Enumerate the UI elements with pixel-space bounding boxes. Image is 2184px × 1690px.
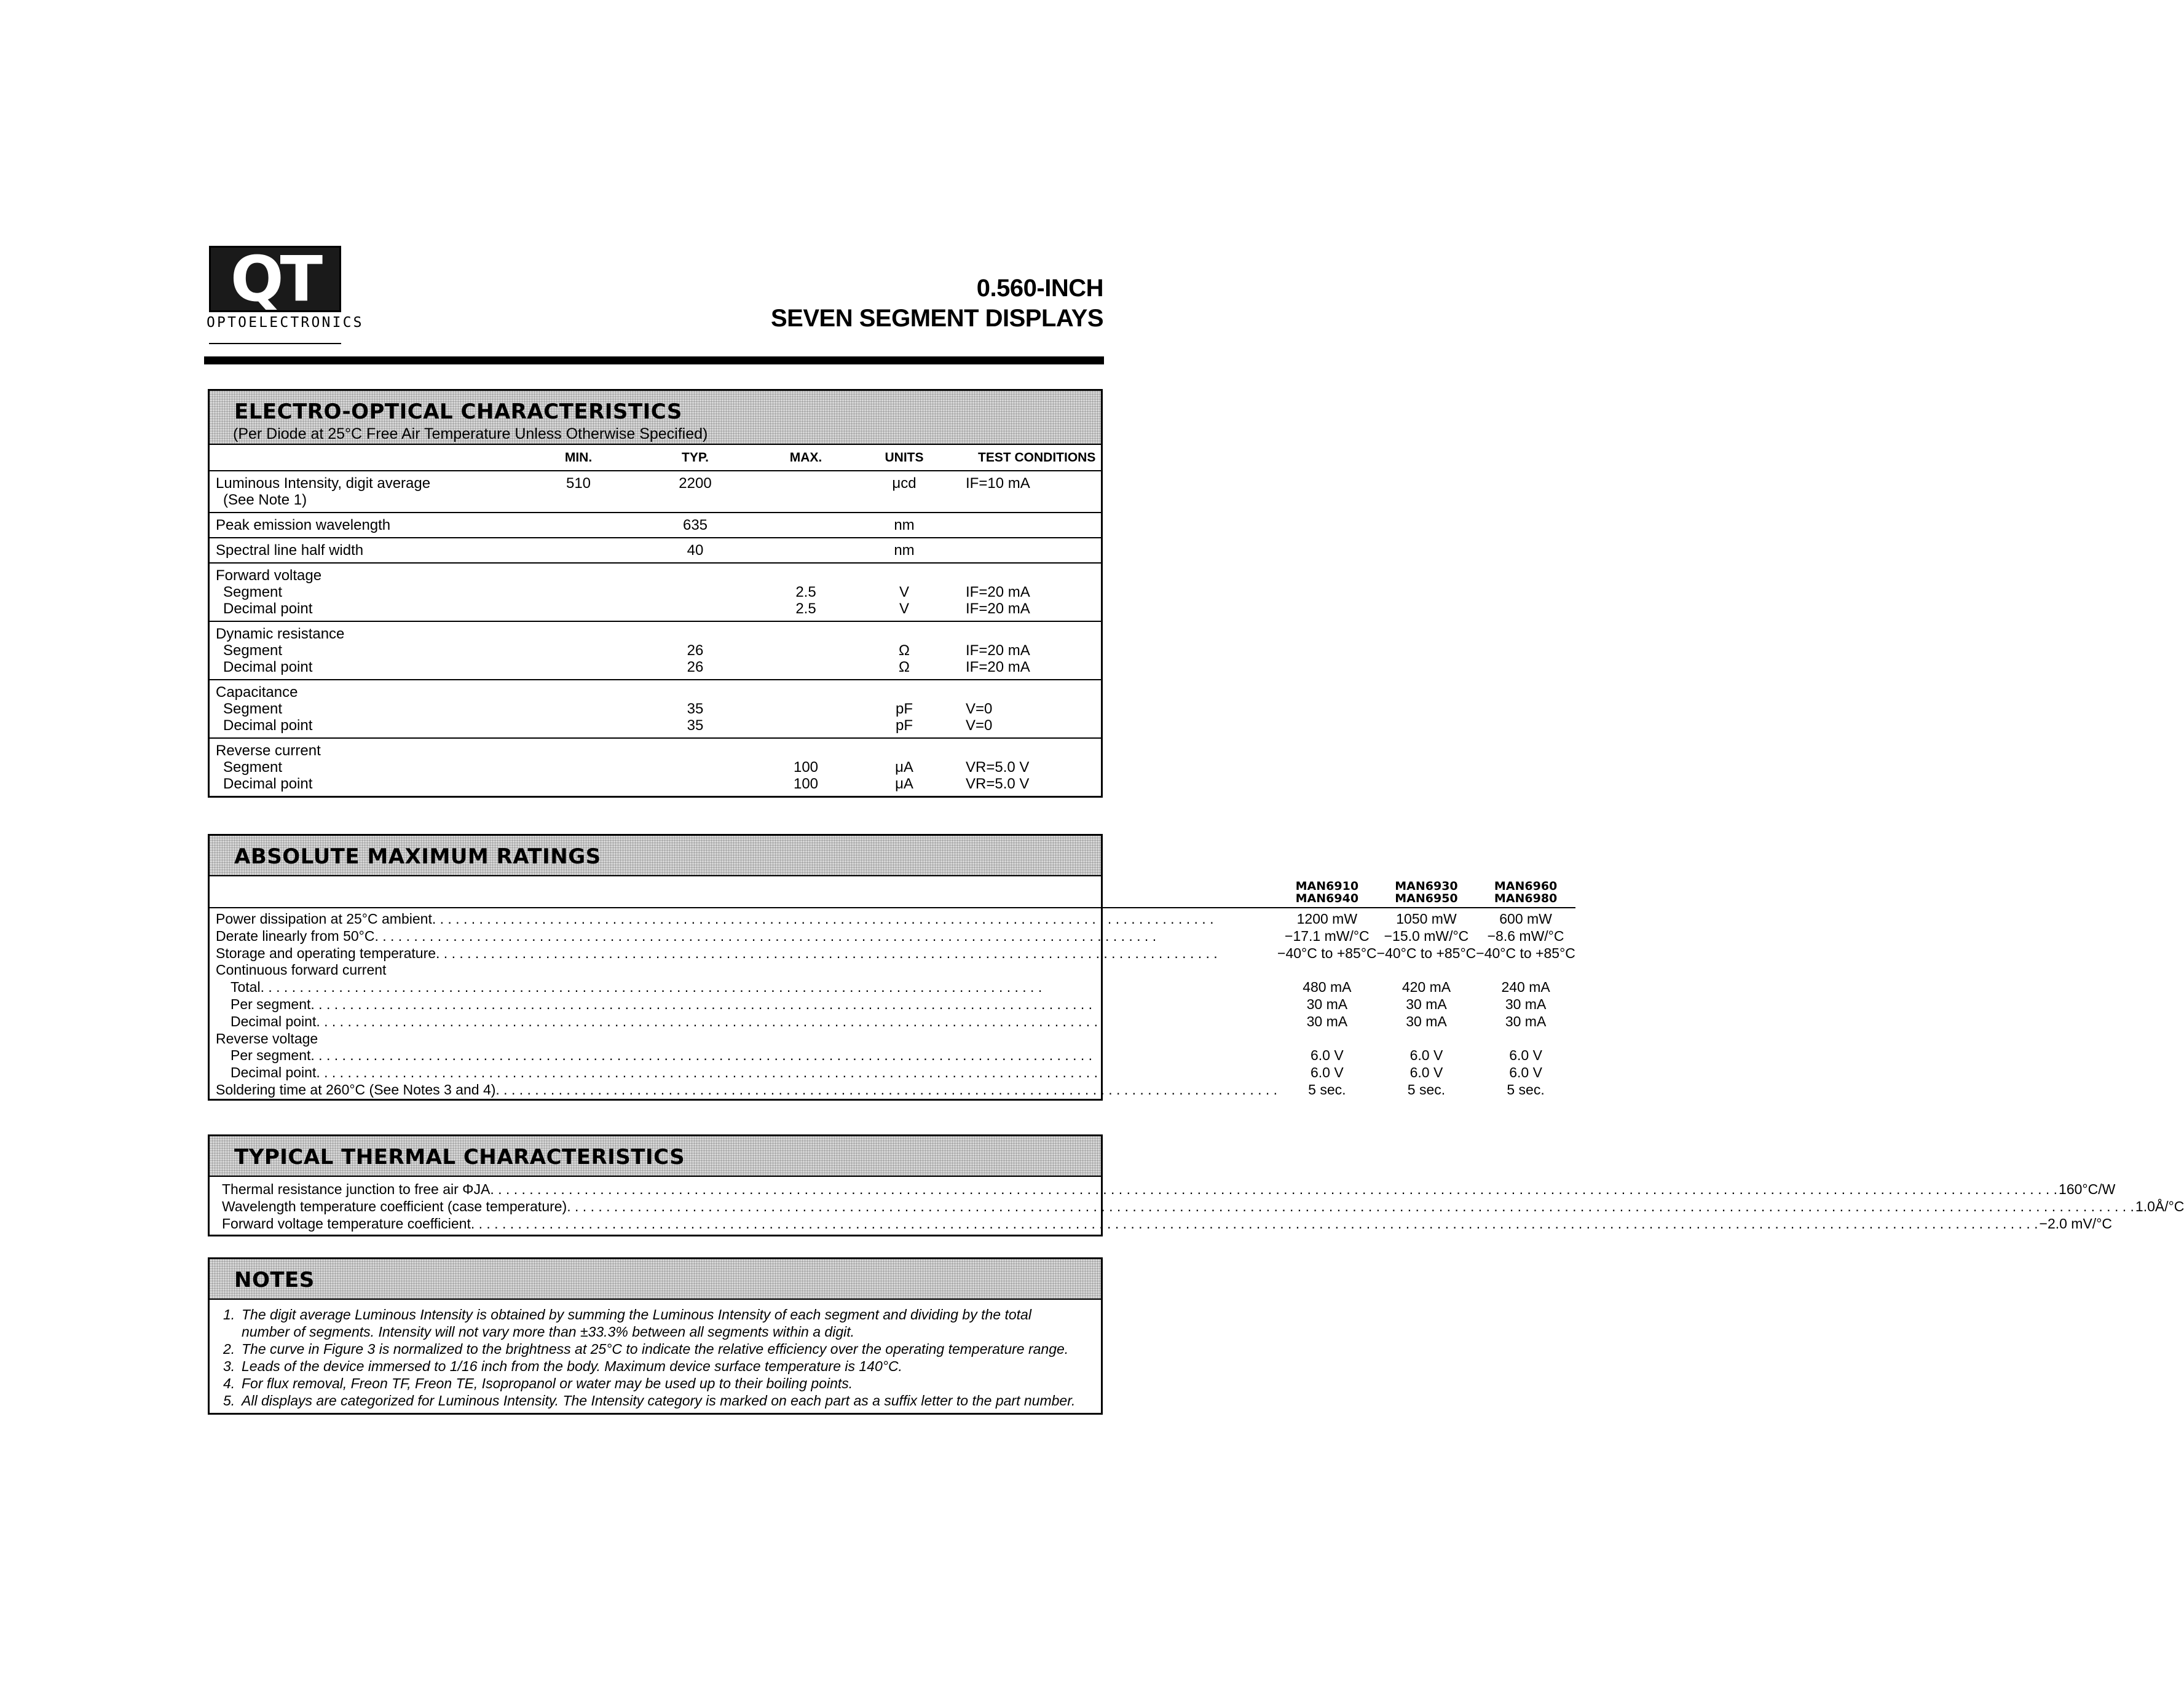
rating-value xyxy=(1476,962,1575,979)
rating-label: Storage and operating temperature xyxy=(216,945,436,961)
logo-letters: QT xyxy=(230,243,320,316)
param-label: Peak emission wavelength xyxy=(210,513,523,538)
rating-value: 30 mA xyxy=(1306,996,1348,1012)
units-value: μcd xyxy=(855,471,953,513)
table-row xyxy=(210,908,1575,928)
max-value: 100 xyxy=(793,776,819,792)
max-value: 100 xyxy=(793,759,819,776)
sub-label: Segment xyxy=(223,584,283,600)
rating-value: −15.0 mW/°C xyxy=(1384,927,1469,944)
table-row xyxy=(210,1031,1575,1048)
rating-label-wrap xyxy=(216,996,1277,1013)
section-title: ABSOLUTE MAXIMUM RATINGS xyxy=(234,844,601,869)
table-row xyxy=(210,1047,1575,1064)
list-item xyxy=(223,1340,1082,1358)
sub-label: Decimal point xyxy=(223,717,313,734)
logo-tagline: OPTOELECTRONICS xyxy=(207,315,364,331)
rating-label-wrap xyxy=(216,1082,1277,1099)
dot-leader: . . . . . . . . . . . . . . . . . . . . . . . . . . . . . . . . . . . . . . . . . . . . . . . . . . . . . . . . . . . . . . . . . . . . . . . . . . . . . . . . . . . . . . . . . . . . . . . . . . . . xyxy=(374,927,1157,944)
col-typ: TYP. xyxy=(634,445,757,471)
test-condition: V=0 xyxy=(966,717,993,734)
rating-label-cell xyxy=(210,928,1277,945)
units-value: Ω xyxy=(899,659,910,675)
table-row xyxy=(210,1013,1575,1031)
electro-optical-section xyxy=(208,389,1103,798)
note-text: All displays are categorized for Luminous Intensity. The Intensity category is marked on each part as a suffix letter to the part number. xyxy=(242,1393,1076,1409)
list-item xyxy=(222,1181,2116,1198)
table-row xyxy=(210,979,1575,996)
rating-label: Decimal point xyxy=(231,1064,317,1081)
min-value xyxy=(523,538,634,563)
table-row xyxy=(210,621,1101,680)
param-label: Dynamic resistance xyxy=(216,626,345,642)
thermal-value: 160°C/W xyxy=(2059,1181,2116,1197)
rating-label-cell xyxy=(210,1082,1277,1099)
rating-value: 1050 mW xyxy=(1396,911,1457,927)
rating-label-wrap xyxy=(216,962,1277,979)
note-number: 1. xyxy=(223,1307,235,1323)
max-value: 2.5 xyxy=(795,600,816,617)
max-value xyxy=(757,538,855,563)
typ-value: 35 xyxy=(687,701,704,717)
rating-label: Decimal point xyxy=(231,1013,317,1029)
table-header-row xyxy=(210,445,1101,471)
param-label: Capacitance xyxy=(216,684,298,701)
rating-value xyxy=(1377,1031,1476,1048)
test-condition: VR=5.0 V xyxy=(966,776,1030,792)
table-row xyxy=(210,471,1101,513)
units-value: V xyxy=(899,600,909,617)
model-name: MAN6940 xyxy=(1295,892,1359,905)
units-value: V xyxy=(899,584,909,600)
model-name: MAN6960 xyxy=(1494,879,1558,893)
electro-optical-table xyxy=(210,445,1101,796)
max-value xyxy=(757,471,855,513)
units-value: μA xyxy=(895,759,913,776)
note-number: 3. xyxy=(223,1358,235,1374)
rating-label-cell xyxy=(210,1013,1277,1031)
page-title-line2: SEVEN SEGMENT DISPLAYS xyxy=(771,305,1103,332)
test-condition: VR=5.0 V xyxy=(966,759,1030,776)
table-row xyxy=(210,1082,1575,1099)
rating-label-cell xyxy=(210,1031,1277,1048)
table-row xyxy=(210,563,1101,621)
rating-value: 30 mA xyxy=(1505,996,1547,1012)
rating-value: 6.0 V xyxy=(1409,1064,1443,1081)
thermal-label: Forward voltage temperature coefficient xyxy=(222,1216,471,1232)
model-name: MAN6910 xyxy=(1295,879,1359,893)
typ-value: 40 xyxy=(634,538,757,563)
rating-value: 30 mA xyxy=(1406,1013,1447,1029)
rating-value: 6.0 V xyxy=(1310,1064,1344,1081)
rating-value xyxy=(1476,1031,1575,1048)
table-header-row xyxy=(210,876,1575,908)
col-max: MAX. xyxy=(757,445,855,471)
rating-value: −40°C to +85°C xyxy=(1376,945,1476,961)
param-label: Luminous Intensity, digit average xyxy=(216,475,431,492)
rating-label: Soldering time at 260°C (See Notes 3 and 4) xyxy=(216,1081,496,1098)
sub-label: Decimal point xyxy=(223,600,313,617)
rating-value: 6.0 V xyxy=(1310,1047,1344,1064)
rating-value: 600 mW xyxy=(1499,911,1552,927)
note-number: 5. xyxy=(223,1393,235,1409)
table-row xyxy=(210,996,1575,1013)
model-name: MAN6930 xyxy=(1395,879,1458,893)
note-text: The curve in Figure 3 is normalized to the brightness at 25°C to indicate the relative efficiency over the operating temperature range. xyxy=(242,1341,1069,1357)
absolute-max-section xyxy=(208,834,1575,1101)
min-value xyxy=(523,513,634,538)
list-item xyxy=(223,1375,1082,1392)
list-item xyxy=(223,1392,1082,1409)
test-condition: IF=20 mA xyxy=(966,642,1030,659)
dot-leader: . . . . . . . . . . . . . . . . . . . . . . . . . . . . . . . . . . . . . . . . . . . . . . . . . . . . . . . . . . . . . . . . . . . . . . . . . . . . . . . . . . . . . . . . . . . . . . . . . . . . xyxy=(495,1081,1278,1098)
col-units: UNITS xyxy=(855,445,953,471)
notes-section xyxy=(208,1257,1103,1415)
thermal-header xyxy=(210,1136,1101,1177)
list-item xyxy=(222,1198,2184,1215)
table-row xyxy=(210,928,1575,945)
dot-leader: . . . . . . . . . . . . . . . . . . . . . . . . . . . . . . . . . . . . . . . . . . . . . . . . . . . . . . . . . . . . . . . . . . . . . . . . . . . . . . . . . . . . . . . . . . . . . . . . . . . . xyxy=(260,979,1043,996)
dot-leader: . . . . . . . . . . . . . . . . . . . . . . . . . . . . . . . . . . . . . . . . . . . . . . . . . . . . . . . . . . . . . . . . . . . . . . . . . . . . . . . . . . . . . . . . . . . . . . . . . . . . xyxy=(310,1047,1093,1064)
rating-label-wrap xyxy=(216,1013,1277,1031)
param-label: Forward voltage xyxy=(216,567,322,584)
list-item xyxy=(223,1306,1082,1340)
rating-label-wrap xyxy=(216,1047,1277,1064)
rating-value: 480 mA xyxy=(1303,979,1352,996)
rating-label: Per segment xyxy=(231,1047,311,1064)
rating-label: Total xyxy=(231,979,261,996)
dot-leader: . . . . . . . . . . . . . . . . . . . . . . . . . . . . . . . . . . . . . . . . . . . . . . . . . . . . . . . . . . . . . . . . . . . . . . . . . . . . . . . . . . . . . . . . . . . . . . . . . . . . xyxy=(436,945,1218,961)
rating-value: 1200 mW xyxy=(1296,911,1358,927)
table-row xyxy=(210,945,1575,962)
rating-label-cell xyxy=(210,979,1277,996)
rating-value: 5 sec. xyxy=(1308,1081,1346,1098)
param-note: (See Note 1) xyxy=(223,492,307,508)
rating-label: Derate linearly from 50°C xyxy=(216,927,375,944)
rating-value: 30 mA xyxy=(1505,1013,1547,1029)
rating-label-cell xyxy=(210,945,1277,962)
electro-optical-header xyxy=(210,391,1101,445)
header-rule xyxy=(204,356,1104,364)
rating-value: −8.6 mW/°C xyxy=(1487,927,1564,944)
rating-label-wrap xyxy=(216,911,1277,928)
typ-value: 26 xyxy=(687,659,704,675)
units-value: Ω xyxy=(899,642,910,659)
note-text: Leads of the device immersed to 1/16 inch from the body. Maximum device surface temperature is 140°C. xyxy=(242,1358,902,1374)
rating-value: 6.0 V xyxy=(1509,1047,1542,1064)
rating-value: 5 sec. xyxy=(1507,1081,1545,1098)
rating-value: 5 sec. xyxy=(1407,1081,1446,1098)
dot-leader: . . . . . . . . . . . . . . . . . . . . . . . . . . . . . . . . . . . . . . . . . . . . . . . . . . . . . . . . . . . . . . . . . . . . . . . . . . . . . . . . . . . . . . . . . . . . . . . . . . . . xyxy=(316,1013,1098,1029)
page-title-line1: 0.560-INCH xyxy=(976,275,1103,302)
model-name: MAN6950 xyxy=(1395,892,1458,905)
rating-value xyxy=(1277,1031,1377,1048)
absolute-max-header xyxy=(210,836,1101,876)
sub-label: Segment xyxy=(223,701,283,717)
typ-value: 2200 xyxy=(634,471,757,513)
sub-label: Decimal point xyxy=(223,776,313,792)
rating-value: −40°C to +85°C xyxy=(1277,945,1377,961)
note-text: For flux removal, Freon TF, Freon TE, Isopropanol or water may be used up to their boiling points. xyxy=(242,1375,853,1391)
note-text: The digit average Luminous Intensity is obtained by summing the Luminous Intensity of each segment and dividing by the total number of segments. Intensity will not vary more than ±33.3% between all segments within a digit. xyxy=(242,1307,1031,1340)
units-value: pF xyxy=(895,717,913,734)
units-value: nm xyxy=(855,513,953,538)
rating-label-wrap xyxy=(216,945,1277,962)
table-row xyxy=(210,962,1575,979)
test-condition: V=0 xyxy=(966,701,993,717)
notes-header xyxy=(210,1259,1101,1300)
col-model-group-1 xyxy=(1277,876,1377,908)
min-value: 510 xyxy=(523,471,634,513)
rating-value: −40°C to +85°C xyxy=(1476,945,1575,961)
table-row xyxy=(210,513,1101,538)
col-model-group-3 xyxy=(1476,876,1575,908)
rating-value: 30 mA xyxy=(1406,996,1447,1012)
rating-label: Continuous forward current xyxy=(216,962,387,978)
rating-label-wrap xyxy=(216,928,1277,945)
rating-value: 240 mA xyxy=(1501,979,1550,996)
logo-underline xyxy=(209,343,341,344)
col-param xyxy=(210,876,1277,908)
list-item xyxy=(223,1358,1082,1375)
rating-label-wrap xyxy=(216,979,1277,996)
table-row xyxy=(210,680,1101,738)
thermal-label: Thermal resistance junction to free air ΦJA xyxy=(222,1181,491,1197)
table-row xyxy=(210,538,1101,563)
table-row xyxy=(210,1064,1575,1082)
dot-leader: . . . . . . . . . . . . . . . . . . . . . . . . . . . . . . . . . . . . . . . . . . . . . . . . . . . . . . . . . . . . . . . . . . . . . . . . . . . . . . . . . . . . . . . . . . . . . . . . . . . . . . . . . . . . . . . . . . . . . . . . . . . . . . . . . . . . . . . . . . . . . . . . . . . . . . . . . . . . . . . . . . . . . . . . . . . . . . . . . . . . . . . . . . . . . . . . . . . . . . . . xyxy=(567,1198,2134,1214)
rating-label: Per segment xyxy=(231,996,311,1012)
col-model-group-2 xyxy=(1377,876,1476,908)
test-condition xyxy=(953,538,1101,563)
typ-value: 35 xyxy=(687,717,704,734)
table-row xyxy=(210,738,1101,796)
rating-value xyxy=(1377,962,1476,979)
rating-value: −17.1 mW/°C xyxy=(1285,927,1370,944)
dot-leader: . . . . . . . . . . . . . . . . . . . . . . . . . . . . . . . . . . . . . . . . . . . . . . . . . . . . . . . . . . . . . . . . . . . . . . . . . . . . . . . . . . . . . . . . . . . . . . . . . . . . . . . . . . . . . . . . . . . . . . . . . . . . . . . . . . . . . . . . . . . . . . . . . . . . . . . . . . . . . . . . . . . . . . . . . . . . . . . . . . . . . . . . . . . . . . . . . . . . . . . . xyxy=(490,1181,2058,1197)
rating-value: 6.0 V xyxy=(1509,1064,1542,1081)
section-title: TYPICAL THERMAL CHARACTERISTICS xyxy=(234,1145,685,1169)
thermal-section xyxy=(208,1134,2184,1236)
dot-leader: . . . . . . . . . . . . . . . . . . . . . . . . . . . . . . . . . . . . . . . . . . . . . . . . . . . . . . . . . . . . . . . . . . . . . . . . . . . . . . . . . . . . . . . . . . . . . . . . . . . . xyxy=(316,1064,1098,1081)
thermal-list xyxy=(210,1177,2184,1235)
rating-value: 6.0 V xyxy=(1409,1047,1443,1064)
note-number: 4. xyxy=(223,1375,235,1391)
dot-leader: . . . . . . . . . . . . . . . . . . . . . . . . . . . . . . . . . . . . . . . . . . . . . . . . . . . . . . . . . . . . . . . . . . . . . . . . . . . . . . . . . . . . . . . . . . . . . . . . . . . . . . . . . . . . . . . . . . . . . . . . . . . . . . . . . . . . . . . . . . . . . . . . . . . . . . . . . . . . . . . . . . . . . . . . . . . . . . . . . . . . . . . . . . . . . . . . . . . . . . . . xyxy=(470,1216,2038,1232)
absolute-max-table xyxy=(210,876,1575,1099)
rating-label-wrap xyxy=(216,1031,1277,1048)
dot-leader: . . . . . . . . . . . . . . . . . . . . . . . . . . . . . . . . . . . . . . . . . . . . . . . . . . . . . . . . . . . . . . . . . . . . . . . . . . . . . . . . . . . . . . . . . . . . . . . . . . . . xyxy=(310,996,1093,1012)
model-name: MAN6980 xyxy=(1494,892,1558,905)
test-condition xyxy=(953,513,1101,538)
rating-value xyxy=(1277,962,1377,979)
rating-label: Reverse voltage xyxy=(216,1030,318,1047)
rating-value: 420 mA xyxy=(1401,979,1451,996)
section-subtitle: (Per Diode at 25°C Free Air Temperature Unless Otherwise Specified) xyxy=(233,425,708,442)
units-value: pF xyxy=(895,701,913,717)
test-condition: IF=20 mA xyxy=(966,584,1030,600)
rating-label-cell xyxy=(210,996,1277,1013)
test-condition: IF=20 mA xyxy=(966,659,1030,675)
sub-label: Segment xyxy=(223,759,283,776)
rating-label-cell xyxy=(210,1047,1277,1064)
max-value: 2.5 xyxy=(795,584,816,600)
thermal-value: 1.0Å/°C xyxy=(2135,1198,2184,1214)
thermal-value: −2.0 mV/°C xyxy=(2039,1216,2113,1232)
section-title: NOTES xyxy=(234,1268,315,1292)
rating-label-wrap xyxy=(216,1064,1277,1082)
rating-label-cell xyxy=(210,908,1277,928)
list-item xyxy=(222,1215,2113,1232)
col-test: TEST CONDITIONS xyxy=(953,445,1101,471)
rating-label-cell xyxy=(210,1064,1277,1082)
note-number: 2. xyxy=(223,1341,235,1357)
rating-label-cell xyxy=(210,962,1277,979)
rating-value: 30 mA xyxy=(1306,1013,1348,1029)
max-value xyxy=(757,513,855,538)
test-condition: IF=10 mA xyxy=(953,471,1101,513)
dot-leader: . . . . . . . . . . . . . . . . . . . . . . . . . . . . . . . . . . . . . . . . . . . . . . . . . . . . . . . . . . . . . . . . . . . . . . . . . . . . . . . . . . . . . . . . . . . . . . . . . . . . xyxy=(432,911,1214,927)
units-value: nm xyxy=(855,538,953,563)
sub-label: Decimal point xyxy=(223,659,313,675)
typ-value: 635 xyxy=(634,513,757,538)
section-title: ELECTRO-OPTICAL CHARACTERISTICS xyxy=(234,399,682,424)
param-label: Reverse current xyxy=(216,742,321,759)
units-value: μA xyxy=(895,776,913,792)
col-min: MIN. xyxy=(523,445,634,471)
param-label: Spectral line half width xyxy=(210,538,523,563)
typ-value: 26 xyxy=(687,642,704,659)
test-condition: IF=20 mA xyxy=(966,600,1030,617)
notes-list xyxy=(210,1300,1101,1413)
qt-logo xyxy=(209,243,341,316)
col-param xyxy=(210,445,523,471)
sub-label: Segment xyxy=(223,642,283,659)
rating-label: Power dissipation at 25°C ambient xyxy=(216,911,432,927)
thermal-label: Wavelength temperature coefficient (case temperature) xyxy=(222,1198,567,1214)
